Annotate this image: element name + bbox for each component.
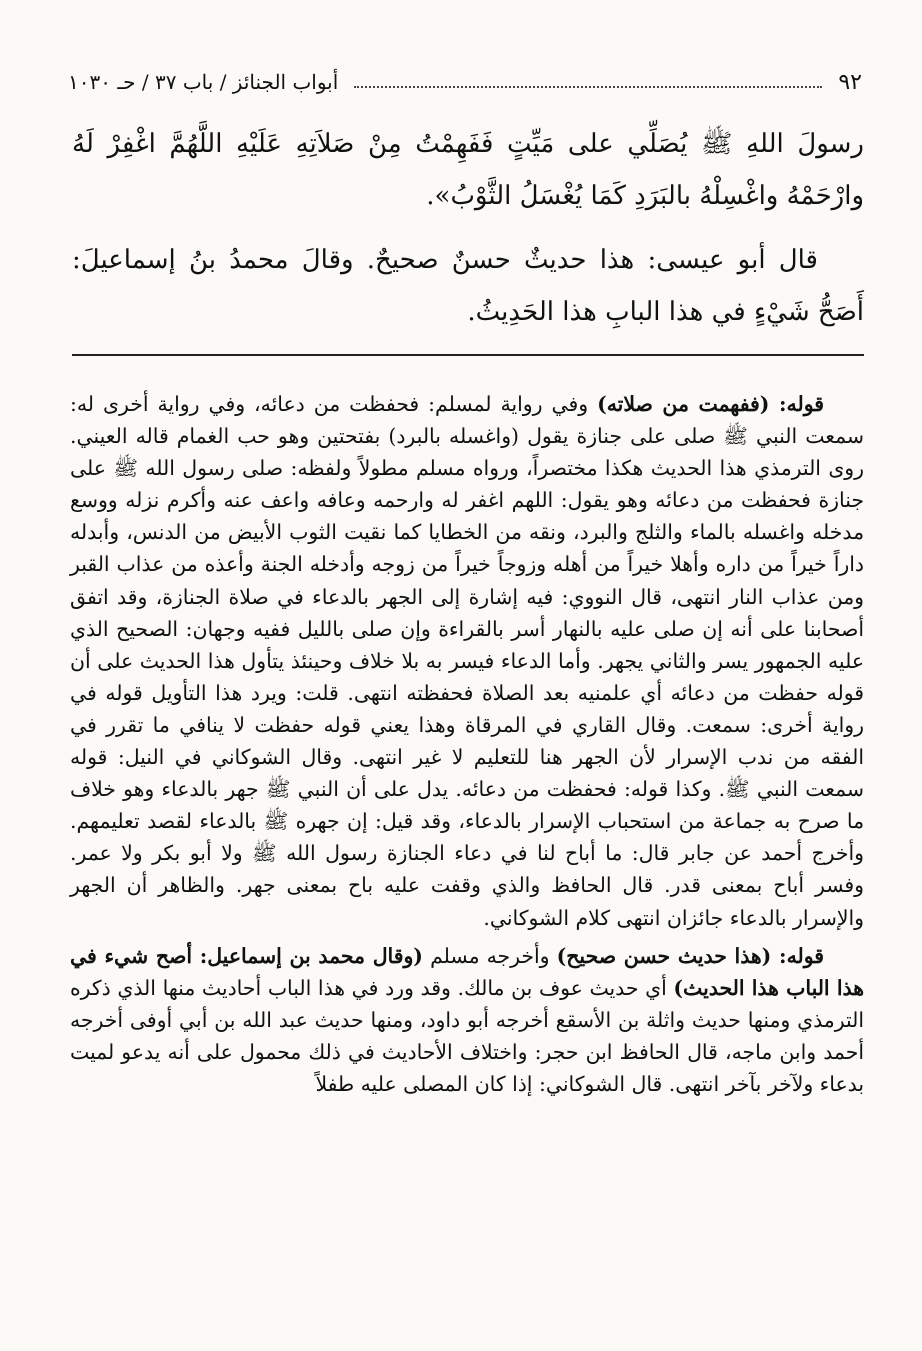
commentary-lead: قوله: (ففهمت من صلاته) — [597, 392, 824, 416]
commentary-paragraph — [70, 388, 864, 934]
page-header — [68, 62, 862, 102]
commentary-lead: قوله: (هذا حديث حسن صحيح) — [556, 943, 824, 968]
hadith-text: رسولَ اللهِ ﷺ يُصَلِّي على مَيِّتٍ فَفَهِمْتُ مِنْ صَلاَتِهِ عَلَيْهِ اللَّهُمَّ اغْفِرْ لَهُ وارْحَمْهُ واغْسِلْهُ بالبَرَدِ كَمَا يُغْسَلُ الثَّوْبُ». — [72, 129, 864, 211]
commentary-body: أي حديث عوف بن مالك. وقد ورد في هذا الباب أحاديث منها الذي ذكره الترمذي ومنها حديث واثلة بن الأسقع أخرجه أبو داود، ومنها حديث عبد الله بن أبي أوفى أخرجه أحمد وابن ماجه، قال الحافظ ابن حجر: واختلاف الأحاديث في ذلك محمول على أنه يدعو لميت بدعاء ولآخر بآخر انتهى. قال الشوكاني: إذا كان المصلى عليه طفلاً — [70, 975, 864, 1096]
page-number: ٩٢ — [838, 69, 862, 95]
commentary-paragraph — [70, 940, 864, 1100]
commentary-lead: (وقال محمد بن إسماعيل: أصح شيء في هذا الباب هذا الحديث) — [70, 943, 864, 1000]
hadith-text-block — [72, 118, 864, 338]
commentary-connector: وأخرجه مسلم — [422, 943, 557, 968]
commentary-block — [70, 388, 864, 1100]
running-title: أبواب الجنائز / باب ٣٧ / حـ ١٠٣٠ — [68, 70, 339, 94]
commentary-body: وفي رواية لمسلم: فحفظت من دعائه، وفي رواية أخرى له: سمعت النبي ﷺ صلى على جنازة يقول (واغسله بالبرد) بفتحتين وهو حب الغمام قاله العيني. روى الترمذي هذا الحديث هكذا مختصراً، ورواه مسلم مطولاً ولفظه: صلى رسول الله ﷺ على جنازة فحفظت من دعائه وهو يقول: اللهم اغفر له وارحمه وعافه واعف عنه وأكرم نزله ووسع مدخله واغسله بالماء والثلج والبرد، ونقه من الخطايا كما نقيت الثوب الأبيض من الدنس، وأبدله داراً خيراً من داره وأهلا خيراً من أهله وزوجاً خيراً من زوجه وأدخله الجنة وأعذه من عذاب القبر ومن عذاب النار انتهى، قال النووي: فيه إشارة إلى الجهر بالدعاء في صلاة الجنازة، وقد اتفق أصحابنا على أنه إن صلى عليه بالنهار أسر بالقراءة وإن صلى بالليل ففيه وجهان: الصحيح الذي عليه الجمهور يسر والثاني يجهر. وأما الدعاء فيسر به بلا خلاف وحينئذ يتأول هذا الحديث على أن قوله حفظت من دعائه أي علمنيه بعد الصلاة فحفظته انتهى. قلت: ويرد هذا التأويل قوله في رواية أخرى: سمعت. وقال القاري في المرقاة وهذا يعني قوله حفظت لا ينافي ما تقرر في الفقه من ندب الإسرار لأن الجهر هنا للتعليم لا غير انتهى. وقال الشوكاني في النيل: قوله سمعت النبي ﷺ. وكذا قوله: فحفظت من دعائه. يدل على أن النبي ﷺ جهر بالدعاء وهو خلاف ما صرح به جماعة من استحباب الإسرار بالدعاء، وقد قيل: إن جهره ﷺ بالدعاء لقصد تعليمهم. وأخرج أحمد عن جابر قال: ما أباح لنا في دعاء الجنازة رسول الله ﷺ ولا أبو بكر ولا عمر. وفسر أباح بمعنى قدر. قال الحافظ والذي وقفت عليه باح بمعنى جهر. والظاهر أن الجهر والإسرار بالدعاء جائزان انتهى كلام الشوكاني. — [70, 392, 864, 930]
header-dotted-leader — [354, 86, 822, 88]
footnote-divider — [72, 354, 864, 356]
tirmidhi-comment: قال أبو عيسى: هذا حديثٌ حسنٌ صحيحٌ. وقالَ محمدُ بنُ إسماعيلَ: أَصَحُّ شَيْءٍ في هذا البابِ هذا الحَدِيثُ. — [72, 245, 864, 327]
